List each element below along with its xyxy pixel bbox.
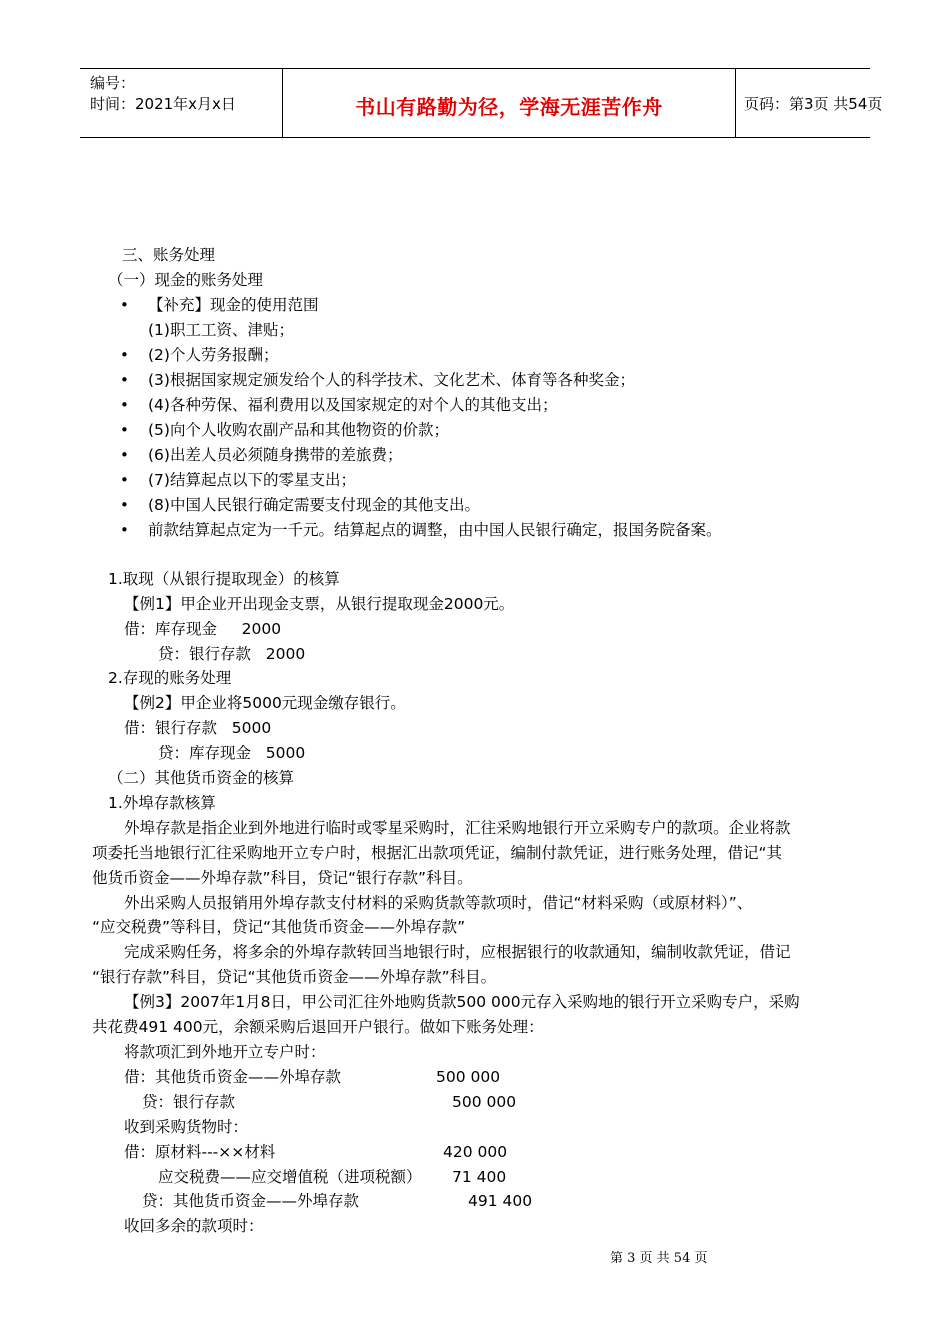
cash-use-item: (5)向个人收购农副产品和其他物资的价款； bbox=[148, 421, 449, 439]
cash-use-item: (7)结算起点以下的零星支出； bbox=[148, 471, 356, 489]
settlement-note: 前款结算起点定为一千元。结算起点的调整，由中国人民银行确定，报国务院备案。 bbox=[148, 521, 722, 539]
paragraph-line: 他货币资金——外埠存款”科目，贷记“银行存款”科目。 bbox=[92, 869, 473, 887]
bullet-icon: • bbox=[120, 446, 129, 464]
paragraph-line: 项委托当地银行汇往采购地开立专户时，根据汇出款项凭证，编制付款凭证，进行账务处理，借记“其 bbox=[92, 844, 783, 862]
paragraph-line: 外出采购人员报销用外埠存款支付材料的采购货款等款项时，借记“材料采购（或原材料）”、 bbox=[124, 894, 753, 912]
journal-amount: 491 400 bbox=[468, 1192, 533, 1210]
bullet-icon: • bbox=[120, 496, 129, 514]
bullet-icon: • bbox=[120, 371, 129, 389]
example-2: 【例2】甲企业将5000元现金缴存银行。 bbox=[124, 694, 406, 712]
section-title: 三、账务处理 bbox=[122, 246, 216, 264]
paragraph-line: “银行存款”科目，贷记“其他货币资金——外埠存款”科目。 bbox=[92, 968, 497, 986]
subsection-cash-title: （一）现金的账务处理 bbox=[108, 271, 264, 289]
header-meta-cell bbox=[80, 69, 282, 137]
remote-deposit-title: 1.外埠存款核算 bbox=[108, 794, 216, 812]
step-title: 将款项汇到外地开立专户时： bbox=[124, 1043, 326, 1061]
supplement-title: 【补充】现金的使用范围 bbox=[148, 296, 319, 314]
example-1: 【例1】甲企业开出现金支票，从银行提取现金2000元。 bbox=[124, 595, 515, 613]
journal-credit: 贷：库存现金 5000 bbox=[158, 744, 306, 762]
journal-debit: 借：库存现金 2000 bbox=[124, 620, 282, 638]
header-page-cell bbox=[735, 69, 883, 137]
doc-number-label: 编号： bbox=[90, 74, 136, 92]
journal-debit-tax: 应交税费——应交增值税（进项税额） bbox=[158, 1168, 422, 1186]
bullet-icon: • bbox=[120, 521, 129, 539]
journal-credit: 贷：其他货币资金——外埠存款 bbox=[142, 1192, 360, 1210]
page-footer: 第 3 页 共 54 页 bbox=[610, 1251, 708, 1266]
paragraph-line: “应交税费”等科目，贷记“其他货币资金——外埠存款” bbox=[92, 918, 466, 936]
header-motto: 书山有路勤为径，学海无涯苦作舟 bbox=[355, 95, 663, 119]
example-3-line: 共花费491 400元，余额采购后退回开户银行。做如下账务处理： bbox=[92, 1018, 544, 1036]
withdraw-title: 1.取现（从银行提取现金）的核算 bbox=[108, 570, 340, 588]
step-title: 收到采购货物时： bbox=[124, 1118, 249, 1136]
subsection-other-funds-title: （二）其他货币资金的核算 bbox=[108, 769, 295, 787]
journal-debit: 借：银行存款 5000 bbox=[124, 719, 272, 737]
paragraph-line: 外埠存款是指企业到外地进行临时或零星采购时，汇往采购地银行开立采购专户的款项。企业将款 bbox=[124, 819, 791, 837]
bullet-icon: • bbox=[120, 471, 129, 489]
cash-use-item: (3)根据国家规定颁发给个人的科学技术、文化艺术、体育等各种奖金； bbox=[148, 371, 635, 389]
bullet-icon: • bbox=[120, 421, 129, 439]
cash-use-item: (6)出差人员必须随身携带的差旅费； bbox=[148, 446, 403, 464]
journal-amount: 71 400 bbox=[452, 1168, 507, 1186]
journal-credit: 贷：银行存款 bbox=[142, 1093, 236, 1111]
cash-use-item: (8)中国人民银行确定需要支付现金的其他支出。 bbox=[148, 496, 480, 514]
bullet-icon: • bbox=[120, 346, 129, 364]
bullet-icon: • bbox=[120, 296, 129, 314]
journal-amount: 420 000 bbox=[443, 1143, 508, 1161]
doc-date-label: 时间：2021年x月x日 bbox=[90, 95, 236, 113]
header-page-info: 页码：第3页 共54页 bbox=[744, 95, 883, 113]
journal-amount: 500 000 bbox=[452, 1093, 517, 1111]
example-3-line: 【例3】2007年1月8日，甲公司汇往外地购货款500 000元存入采购地的银行开立采购专户，采购 bbox=[124, 993, 800, 1011]
cash-use-item: (1)职工工资、津贴； bbox=[148, 321, 294, 339]
journal-amount: 500 000 bbox=[436, 1068, 501, 1086]
cash-use-item: (2)个人劳务报酬； bbox=[148, 346, 279, 364]
journal-credit: 贷：银行存款 2000 bbox=[158, 645, 306, 663]
bullet-icon: • bbox=[120, 396, 129, 414]
paragraph-line: 完成采购任务，将多余的外埠存款转回当地银行时，应根据银行的收款通知，编制收款凭证，借记 bbox=[124, 943, 791, 961]
deposit-title: 2.存现的账务处理 bbox=[108, 669, 232, 687]
page-header bbox=[80, 68, 883, 138]
journal-debit: 借：原材料---××材料 bbox=[124, 1143, 276, 1161]
cash-use-item: (4)各种劳保、福利费用以及国家规定的对个人的其他支出； bbox=[148, 396, 558, 414]
journal-debit: 借：其他货币资金——外埠存款 bbox=[124, 1068, 342, 1086]
header-motto-cell bbox=[282, 69, 736, 137]
step-title: 收回多余的款项时： bbox=[124, 1217, 264, 1235]
